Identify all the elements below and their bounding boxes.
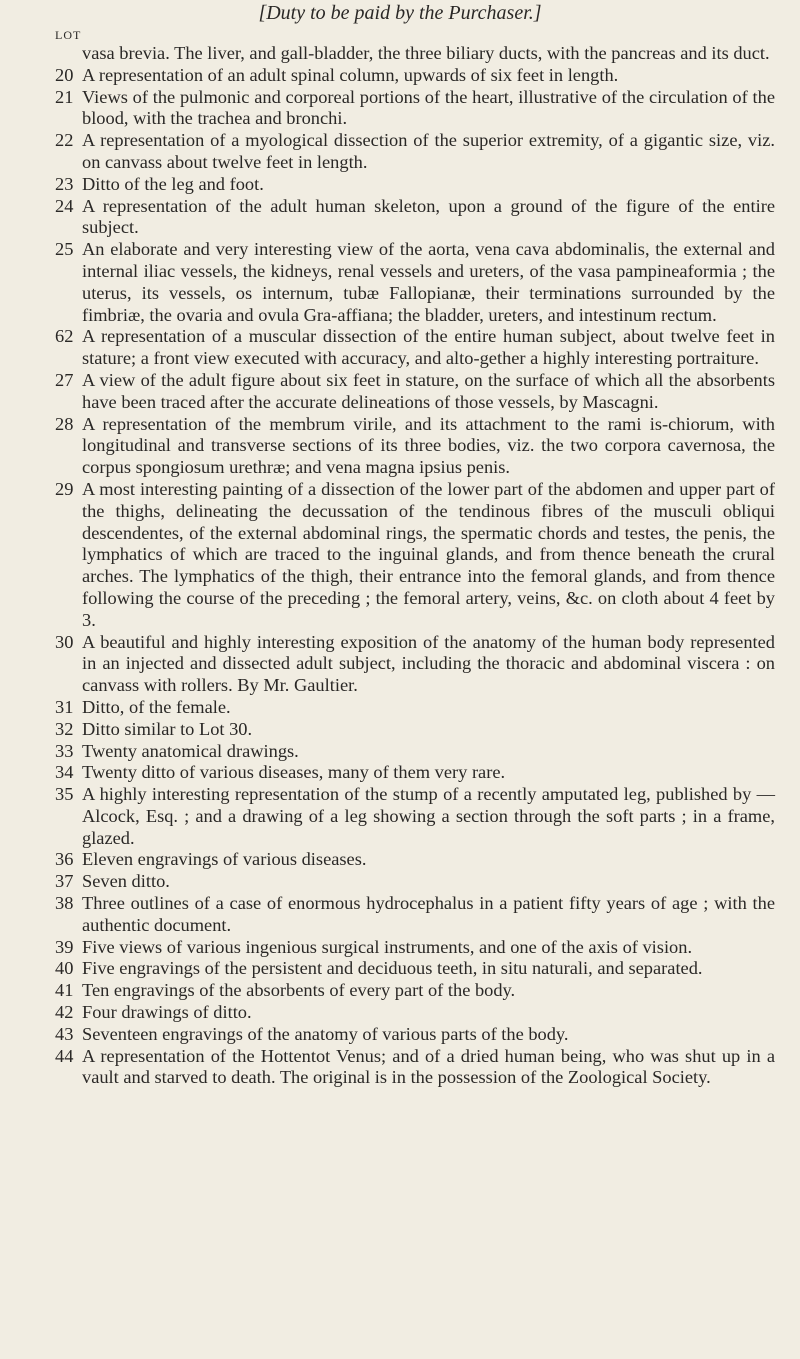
- lot-description: vasa brevia. The liver, and gall-bladder, the three biliary ducts, with the pancreas and its duct.: [82, 43, 770, 63]
- lot-entry: [55, 1002, 775, 1024]
- lot-description: Seven ditto.: [82, 871, 170, 892]
- lot-list: [55, 43, 775, 1089]
- lot-number: 20: [55, 64, 74, 85]
- lot-description: A beautiful and highly interesting exposition of the anatomy of the human body represented in an injected and dissected adult subject, including the thoracic and abdominal viscera : on canvass with rollers. By Mr. Gaultier.: [82, 631, 775, 696]
- lot-entry: [55, 130, 775, 174]
- lot-entry: [55, 719, 775, 741]
- lot-entry: [55, 174, 775, 196]
- lot-description: Views of the pulmonic and corporeal portions of the heart, illustrative of the circulation of the blood, with the trachea and bronchi.: [82, 86, 775, 129]
- lot-entry: [55, 196, 775, 240]
- lot-number: 23: [55, 173, 74, 194]
- lot-entry: [55, 414, 775, 479]
- lot-description: Eleven engravings of various diseases.: [82, 849, 367, 870]
- lot-description: An elaborate and very interesting view of the aorta, vena cava abdominalis, the external and internal iliac vessels, the kidneys, renal vessels and ureters, of the vasa pampineaformia ; the uterus, its vessels, os internum, tubæ Fallopianæ, their terminations surrounded by the fimbriæ, the ovaria and ovula Gra-affiana; the bladder, ureters, and intestinum rectum.: [82, 239, 775, 325]
- lot-description: Twenty ditto of various diseases, many of them very rare.: [82, 762, 506, 783]
- lot-entry: [55, 479, 775, 632]
- lot-number: 29: [55, 478, 74, 499]
- lot-number: 36: [55, 849, 74, 870]
- lot-number: 41: [55, 980, 74, 1001]
- lot-number: 40: [55, 958, 74, 979]
- lot-number: 44: [55, 1045, 74, 1066]
- lot-description: A representation of an adult spinal column, upwards of six feet in length.: [82, 64, 619, 85]
- lot-number: 42: [55, 1002, 74, 1023]
- lot-entry: [55, 893, 775, 937]
- lot-description: A view of the adult figure about six feet in stature, on the surface of which all the absorbents have been traced after the accurate delineations of those vessels, by Mascagni.: [82, 369, 775, 412]
- lot-number: 28: [55, 413, 74, 434]
- lot-description: A representation of the Hottentot Venus; and of a dried human being, who was shut up in a vault and starved to death. The original is in the possession of the Zoological Society.: [82, 1045, 775, 1088]
- lot-number: 24: [55, 195, 74, 216]
- lot-description: A highly interesting representation of the stump of a recently amputated leg, published by — Alcock, Esq. ; and a drawing of a leg showing a section through the soft parts ; in a frame, glazed.: [82, 784, 775, 848]
- lot-entry: [55, 370, 775, 414]
- lot-number: 22: [55, 130, 74, 151]
- lot-entry: [55, 849, 775, 871]
- lot-number: 25: [55, 239, 74, 260]
- lot-entry: [55, 65, 775, 87]
- lot-entry: [55, 326, 775, 370]
- lot-entry: [55, 980, 775, 1002]
- lot-number: 62: [55, 326, 74, 347]
- lot-entry: [55, 762, 775, 784]
- lot-description: A representation of a myological dissection of the superior extremity, of a gigantic size, viz. on canvass about twelve feet in length.: [82, 130, 775, 172]
- lot-description: Ten engravings of the absorbents of every part of the body.: [82, 980, 516, 1001]
- lot-number: 33: [55, 740, 74, 761]
- lot-entry: [55, 741, 775, 763]
- lot-number: 30: [55, 631, 74, 652]
- lot-number: 43: [55, 1023, 74, 1044]
- lot-entry: [55, 958, 775, 980]
- lot-number: 31: [55, 696, 74, 717]
- lot-number: 35: [55, 784, 74, 805]
- lot-entry: [55, 937, 775, 959]
- lot-description: Ditto similar to Lot 30.: [82, 718, 253, 739]
- lot-description: A most interesting painting of a dissection of the lower part of the abdomen and upper part of the thighs, delineating the decussation of the tendinous fibres of the musculi obliqui descendentes, of the external abdominal rings, the spermatic chords and testes, the penis, the lymphatics of which are traced to the inguinal glands, and from thence beneath the crural arches. The lymphatics of the thigh, their entrance into the femoral glands, and from thence following the course of the preceding ; the femoral artery, veins, &c. on cloth about 4 feet by 3.: [82, 478, 775, 630]
- lot-description: A representation of a muscular dissection of the entire human subject, about twelve feet in stature; a front view executed with accuracy, and alto-gether a highly interesting portraiture.: [82, 326, 775, 369]
- lot-number: 34: [55, 762, 74, 783]
- lot-description: Five engravings of the persistent and deciduous teeth, in situ naturali, and separated.: [82, 958, 703, 979]
- running-head: [Duty to be paid by the Purchaser.]: [258, 2, 542, 24]
- lot-description: A representation of the membrum virile, and its attachment to the rami is-chiorum, with longitudinal and transverse sections of its three bodies, viz. the two corpora cavernosa, the corpus spongiosum urethræ; and vena magna ipsius penis.: [82, 413, 775, 478]
- lot-description: Three outlines of a case of enormous hydrocephalus in a patient fifty years of age ; with the authentic document.: [82, 893, 775, 935]
- lot-entry: [55, 87, 775, 131]
- lot-description: Ditto of the leg and foot.: [82, 173, 264, 194]
- lot-number: 21: [55, 86, 74, 107]
- lot-entry: [55, 784, 775, 849]
- lot-entry: [55, 239, 775, 326]
- lot-entry: [55, 1046, 775, 1090]
- lot-description: A representation of the adult human skeleton, upon a ground of the figure of the entire subject.: [82, 195, 775, 238]
- lot-entry: [55, 871, 775, 893]
- lot-description: Four drawings of ditto.: [82, 1002, 252, 1023]
- lot-number: 39: [55, 936, 74, 957]
- lot-column-label: LOT: [55, 28, 82, 42]
- lot-number: 37: [55, 871, 74, 892]
- lot-number: 27: [55, 369, 74, 390]
- lot-entry: [55, 697, 775, 719]
- lot-entry: [55, 632, 775, 697]
- lot-number: 38: [55, 893, 74, 914]
- lot-number: 32: [55, 718, 74, 739]
- lot-entry: [55, 1024, 775, 1046]
- lot-description: Twenty anatomical drawings.: [82, 740, 299, 761]
- lot-description: Seventeen engravings of the anatomy of various parts of the body.: [82, 1023, 569, 1044]
- lot-description: Ditto, of the female.: [82, 696, 231, 717]
- lot-description: Five views of various ingenious surgical instruments, and one of the axis of vision.: [82, 936, 693, 957]
- lot-entry: [55, 43, 775, 65]
